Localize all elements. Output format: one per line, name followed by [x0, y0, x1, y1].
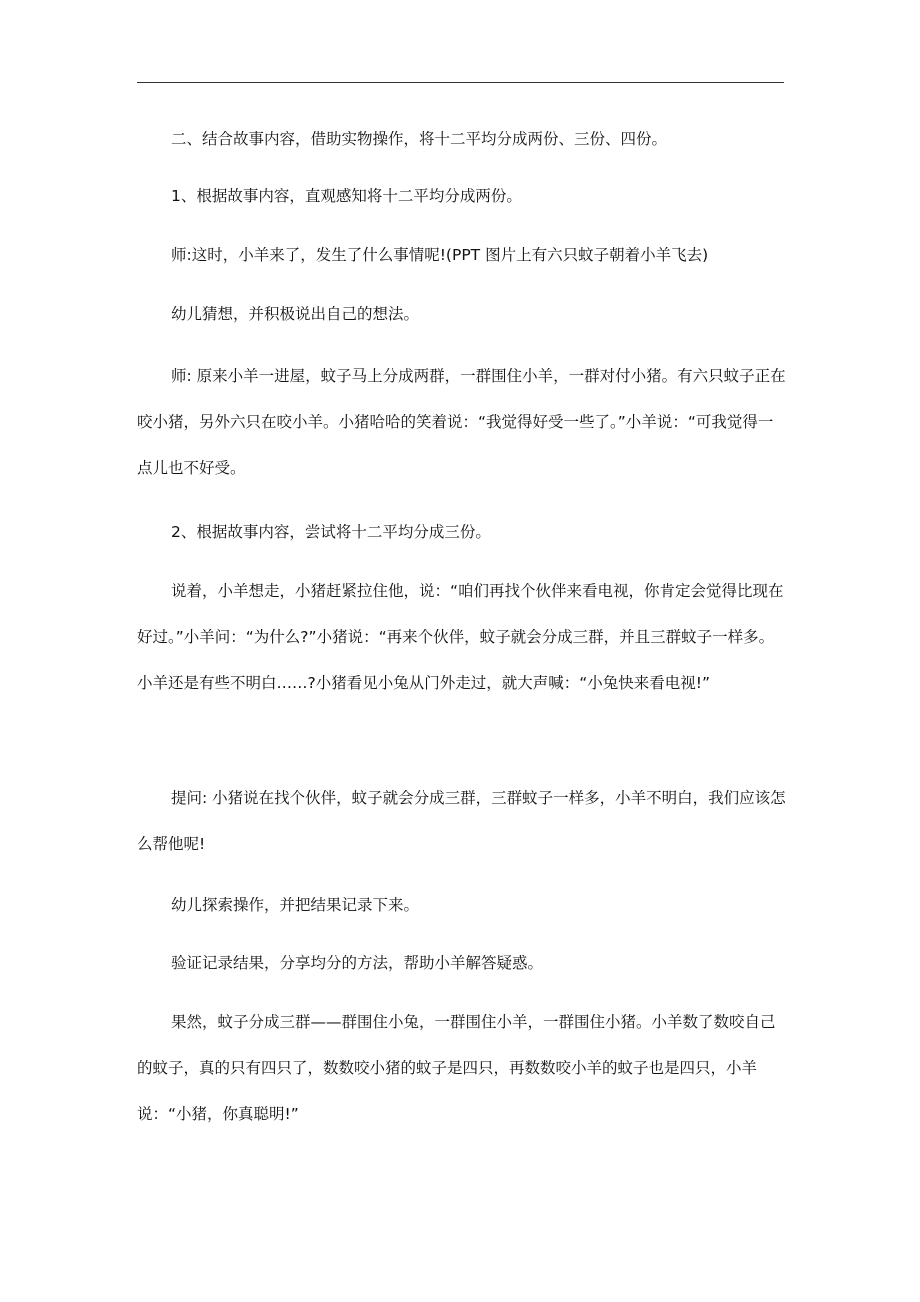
paragraph-story: 说着，小羊想走，小猪赶紧拉住他，说：“咱们再找个伙伴来看电视，你肯定会觉得比现在好过。”小羊问：“为什么?”小猪说：“再来个伙伴，蚊子就会分成三群，并且三群蚊子一样多。小羊还是有些不明白……?小猪看见小兔从门外走过，就大声喊：“小兔快来看电视!”: [137, 582, 784, 692]
subheading-1: 1、根据故事内容，直观感知将十二平均分成两份。: [171, 187, 522, 205]
paragraph-question: 提问: 小猪说在找个伙伴，蚊子就会分成三群，三群蚊子一样多，小羊不明白，我们应该怎么帮他呢!: [137, 789, 786, 853]
subheading-2: 2、根据故事内容，尝试将十二平均分成三份。: [171, 523, 491, 541]
header-rule: [137, 82, 784, 83]
paragraph-teacher-1: 师:这时，小羊来了，发生了什么事情呢!(PPT 图片上有六只蚊子朝着小羊飞去): [171, 246, 709, 264]
paragraph-verify: 验证记录结果，分享均分的方法，帮助小羊解答疑惑。: [171, 954, 544, 972]
paragraph-teacher-2: 师: 原来小羊一进屋，蚊子马上分成两群，一群围住小羊，一群对付小猪。有六只蚊子正在咬小猪，另外六只在咬小羊。小猪哈哈的笑着说：“我觉得好受一些了。”小羊说：“可我觉得一点儿也不好受。: [137, 367, 786, 477]
paragraph-children-guess: 幼儿猜想，并积极说出自己的想法。: [171, 305, 420, 323]
paragraph-conclusion: 果然，蚊子分成三群——群围住小兔，一群围住小羊，一群围住小猪。小羊数了数咬自己的蚊子，真的只有四只了，数数咬小猪的蚊子是四只，再数数咬小羊的蚊子也是四只，小羊说：“小猪，你真聪明!”: [137, 1013, 776, 1123]
section-heading-2: 二、结合故事内容，借助实物操作，将十二平均分成两份、三份、四份。: [171, 130, 668, 148]
paragraph-children-explore: 幼儿探索操作，并把结果记录下来。: [171, 896, 420, 914]
